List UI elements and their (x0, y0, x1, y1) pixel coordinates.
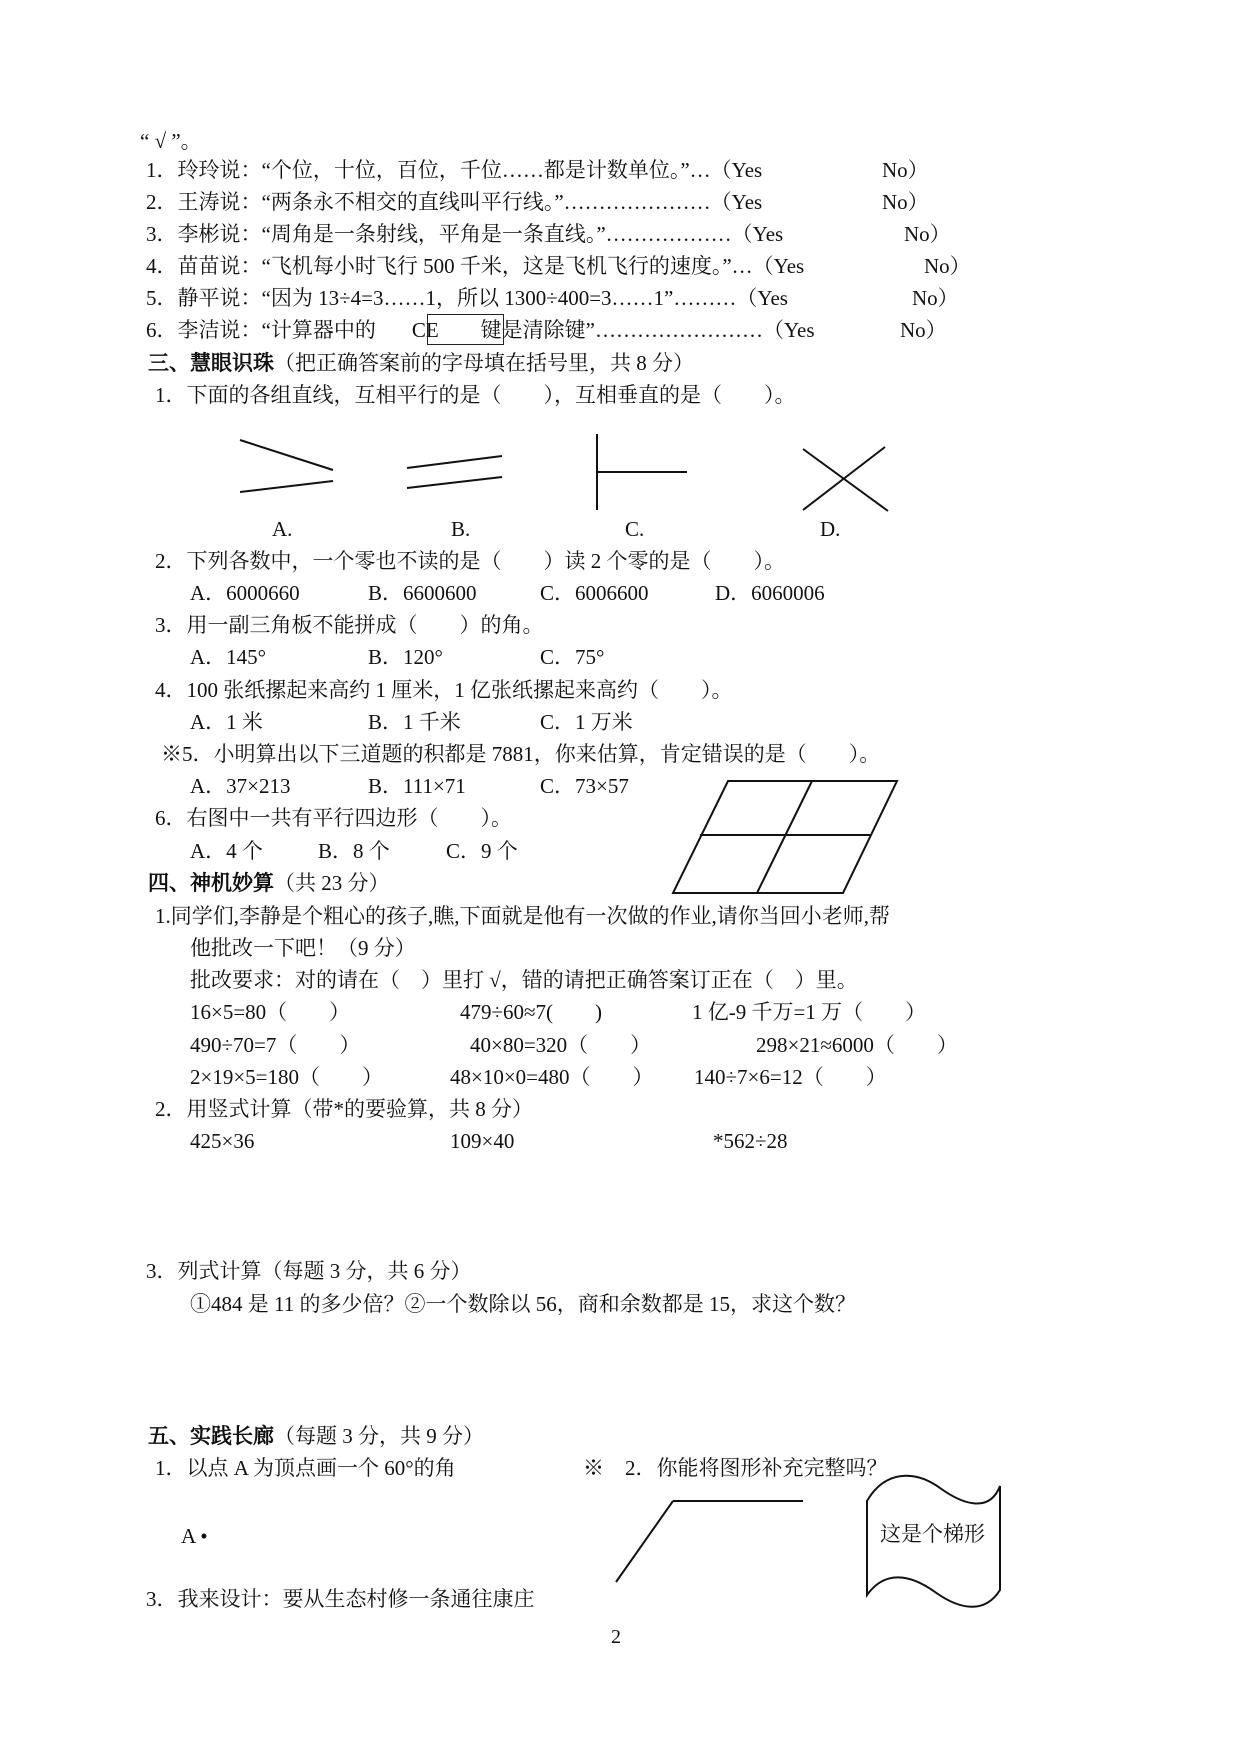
s3-q2: 2．下列各数中，一个零也不读的是（ ）读 2 个零的是（ ）。 (155, 549, 785, 573)
num: 4． (146, 254, 178, 278)
lines-d (803, 447, 888, 511)
s3-q5-option-a: A．37×213 (190, 774, 291, 798)
num: 1． (146, 158, 178, 182)
s3-q4: 4．100 张纸摞起来高约 1 厘米，1 亿张纸摞起来高约（ ）。 (155, 678, 733, 702)
statement-a: 李洁说：“计算器中的 (177, 318, 376, 342)
s4-q2-item1: 425×36 (190, 1129, 255, 1153)
s3-q3-option-b: B．120° (368, 645, 443, 669)
parallelogram-figure (673, 781, 897, 893)
s3-q4-option-c: C．1 万米 (540, 710, 633, 734)
s3-q1-label-b: B. (451, 517, 471, 541)
s5-q1: 1．以点 A 为顶点画一个 60°的角 (155, 1456, 456, 1480)
statement: 玲玲说：“个位，十位，百位，千位……都是计数单位。”…（Yes (177, 158, 763, 182)
point-a-label: A • (181, 1524, 208, 1548)
s4-q1-requirement: 批改要求：对的请在（ ）里打 √，错的请把正确答案订正在（ ）里。 (190, 968, 858, 992)
s3-q2-option-c: C．6006600 (540, 581, 649, 605)
s5-q3: 3．我来设计：要从生态村修一条通往康庄 (146, 1587, 535, 1611)
s3-q1-label-c: C. (625, 517, 645, 541)
s4-row2-item3: 298×21≈6000（ ） (756, 1033, 958, 1057)
s4-row3-item2: 48×10×0=480（ ） (450, 1065, 654, 1089)
num: 2． (146, 190, 178, 214)
s4-q2: 2．用竖式计算（带*的要验算，共 8 分） (155, 1097, 533, 1121)
s5-q2: ※ 2．你能将图形补充完整吗？ (583, 1456, 888, 1480)
ce-key: CE (411, 318, 439, 342)
section3-title: 三、慧眼识珠 (148, 351, 274, 375)
s4-q3-items: ①484 是 11 的多少倍？②一个数除以 56，商和余数都是 15，求这个数？ (190, 1292, 856, 1316)
statement-b: 键是清除键”……………………（Yes (480, 318, 815, 342)
s3-q3: 3．用一副三角板不能拼成（ ）的角。 (155, 613, 544, 637)
s3-q5-option-b: B．111×71 (368, 774, 466, 798)
section5-title: 五、实践长廊 (148, 1424, 274, 1448)
s4-row1-item3: 1 亿-9 千万=1 万（ ） (692, 1000, 927, 1024)
judge-2-no[interactable]: No） (882, 190, 929, 214)
s4-row2-item1: 490÷70=7（ ） (190, 1033, 361, 1057)
lines-a (240, 440, 333, 492)
num: 3． (146, 222, 178, 246)
s3-q1-label-d: D. (820, 517, 841, 541)
s4-q1-line1: 1.同学们,李静是个粗心的孩子,瞧,下面就是他有一次做的作业,请你当回小老师,帮 (155, 904, 890, 928)
statement: 苗苗说：“飞机每小时飞行 500 千米，这是飞机飞行的速度。”…（Yes (177, 254, 805, 278)
trapezoid-partial (616, 1501, 803, 1582)
intro-mark: “ √ ”。 (140, 129, 202, 153)
s4-row3-item1: 2×19×5=180（ ） (190, 1065, 384, 1089)
s4-row3-item3: 140÷7×6=12（ ） (694, 1065, 887, 1089)
judge-3-no[interactable]: No） (904, 222, 951, 246)
s3-q1: 1．下面的各组直线，互相平行的是（ ），互相垂直的是（ ）。 (155, 383, 796, 407)
s3-q6-option-b: B．8 个 (318, 839, 390, 863)
num: 5． (146, 286, 178, 310)
judge-1-no[interactable]: No） (882, 158, 929, 182)
statement: 李彬说：“周角是一条射线，平角是一条直线。”………………（Yes (177, 222, 784, 246)
s3-q6: 6．右图中一共有平行四边形（ ）。 (155, 806, 512, 830)
section4-note: （共 23 分） (274, 871, 390, 895)
s3-q3-option-a: A．145° (190, 645, 267, 669)
s3-q2-option-a: A．6000660 (190, 581, 300, 605)
section5-heading (148, 1423, 484, 1449)
s3-q5-option-c: C．73×57 (540, 774, 629, 798)
section4-title: 四、神机妙算 (148, 871, 274, 895)
section3-note: （把正确答案前的字母填在括号里，共 8 分） (274, 351, 694, 375)
s3-q2-option-b: B．6600600 (368, 581, 477, 605)
s4-q3: 3．列式计算（每题 3 分，共 6 分） (146, 1259, 472, 1283)
s4-row1-item2: 479÷60≈7( ) (460, 1000, 603, 1024)
s3-q4-option-b: B．1 千米 (368, 710, 461, 734)
lines-b (407, 456, 502, 488)
s4-q2-item2: 109×40 (450, 1129, 515, 1153)
num: 6． (146, 318, 178, 342)
judge-6-no[interactable]: No） (900, 318, 947, 342)
s3-q6-option-c: C．9 个 (446, 839, 518, 863)
s4-row1-item1: 16×5=80（ ） (190, 1000, 351, 1024)
s3-q2-option-d: D．6060006 (715, 581, 825, 605)
statement: 静平说：“因为 13÷4=3……1，所以 1300÷400=3……1”………（Yes (177, 286, 788, 310)
lines-c (597, 434, 687, 510)
s4-q1-line2: 他批改一下吧！（9 分） (190, 936, 416, 960)
s4-q2-item3: *562÷28 (713, 1129, 788, 1153)
statement: 王涛说：“两条永不相交的直线叫平行线。”…………………（Yes (177, 190, 763, 214)
judge-5-no[interactable]: No） (912, 286, 959, 310)
judge-4-no[interactable]: No） (924, 254, 971, 278)
s3-q3-option-c: C．75° (540, 645, 605, 669)
s4-row2-item2: 40×80=320（ ） (470, 1033, 652, 1057)
s3-q1-label-a: A. (272, 517, 293, 541)
s3-q5: ※5．小明算出以下三道题的积都是 7881，你来估算，肯定错误的是（ ）。 (161, 742, 881, 766)
banner-text: 这是个梯形 (880, 1522, 985, 1546)
section4-heading (148, 870, 390, 896)
page-number: 2 (611, 1626, 621, 1648)
s3-q4-option-a: A．1 米 (190, 710, 263, 734)
section5-note: （每题 3 分，共 9 分） (274, 1424, 484, 1448)
s3-q6-option-a: A．4 个 (190, 839, 263, 863)
